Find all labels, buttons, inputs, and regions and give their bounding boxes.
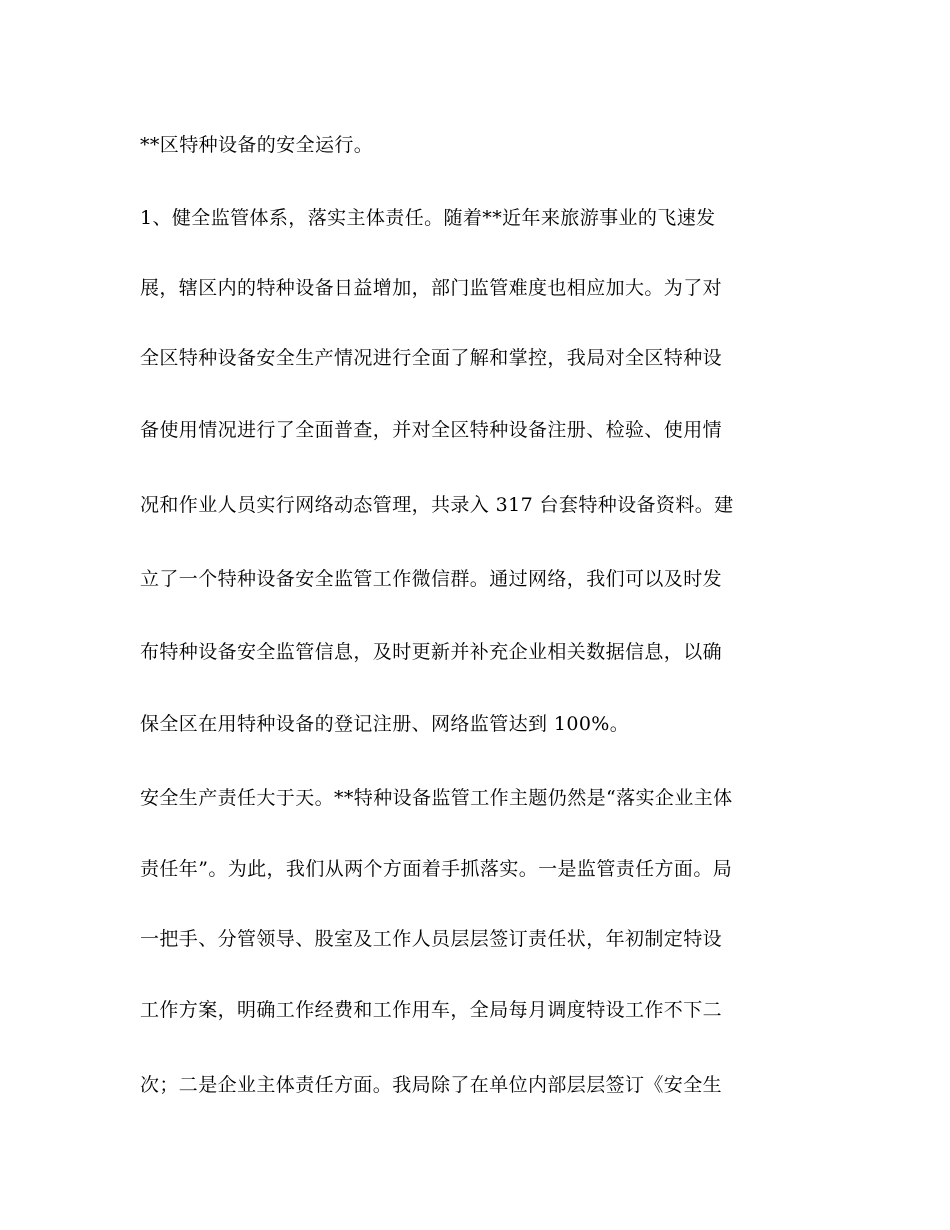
text-line: 1、健全监管体系，落实主体责任。随着**近年来旅游事业的飞速发 xyxy=(140,207,716,229)
text-line: 次；二是企业主体责任方面。我局除了在单位内部层层签订《安全生 xyxy=(140,1074,723,1096)
text-line: 全区特种设备安全生产情况进行全面了解和掌控，我局对全区特种设 xyxy=(140,347,723,369)
text-line: 保全区在用特种设备的登记注册、网络监管达到 100%。 xyxy=(140,713,630,735)
text-line: 展，辖区内的特种设备日益增加，部门监管难度也相应加大。为了对 xyxy=(140,277,723,299)
text-line: 况和作业人员实行网络动态管理，共录入 317 台套特种设备资料。建 xyxy=(140,494,734,516)
text-line: 工作方案，明确工作经费和工作用车，全局每月调度特设工作不下二 xyxy=(140,999,723,1021)
text-line: 布特种设备安全监管信息，及时更新并补充企业相关数据信息，以确 xyxy=(140,641,723,663)
text-line: 备使用情况进行了全面普查，并对全区特种设备注册、检验、使用情 xyxy=(140,419,723,441)
text-line: **区特种设备的安全运行。 xyxy=(140,134,374,156)
text-line: 安全生产责任大于天。**特种设备监管工作主题仍然是“落实企业主体 xyxy=(140,787,733,809)
text-line: 责任年”。为此，我们从两个方面着手抓落实。一是监管责任方面。局 xyxy=(140,858,733,880)
text-line: 一把手、分管领导、股室及工作人员层层签订责任状，年初制定特设 xyxy=(140,928,723,950)
text-line: 立了一个特种设备安全监管工作微信群。通过网络，我们可以及时发 xyxy=(140,568,723,590)
